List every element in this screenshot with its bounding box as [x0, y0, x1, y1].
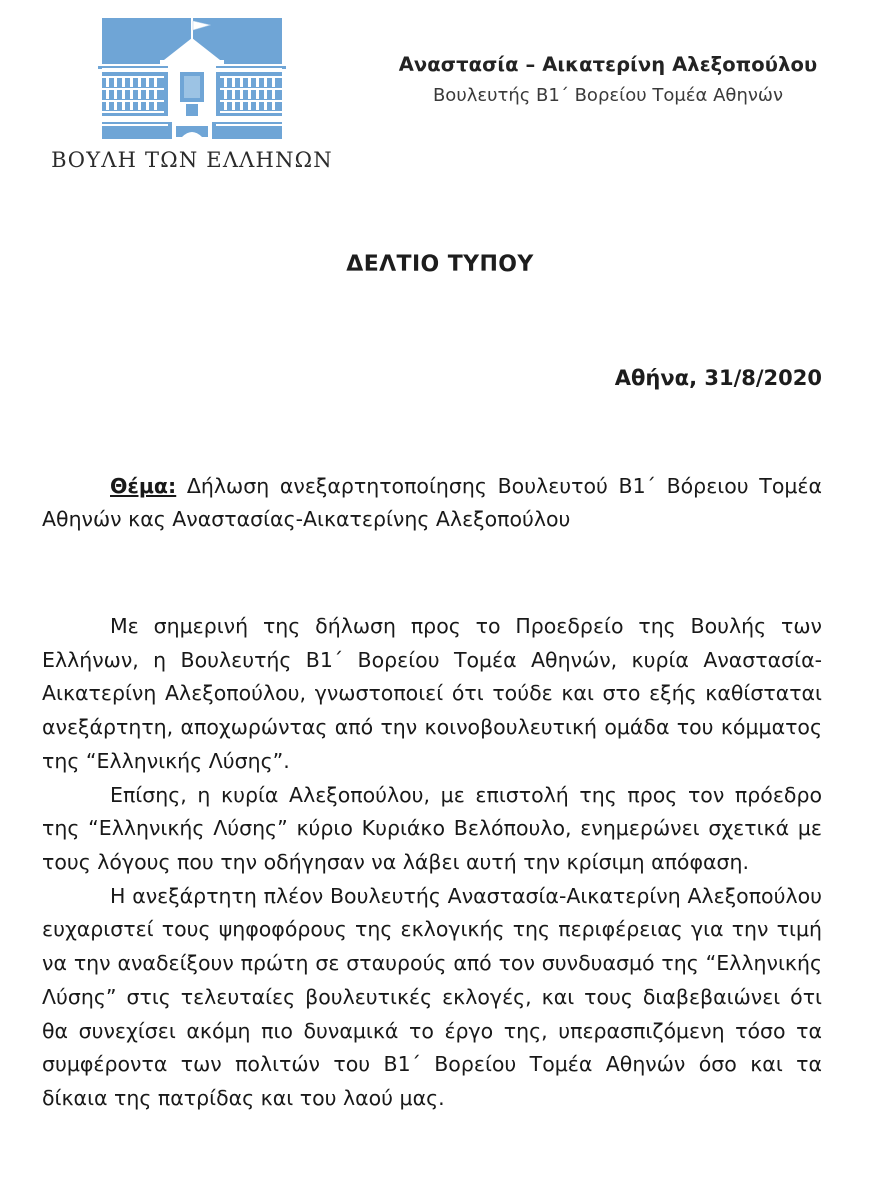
- officeholder-name: Αναστασία – Αικατερίνη Αλεξοπούλου: [398, 53, 818, 76]
- officeholder-block: [368, 52, 848, 108]
- page-title: ΔΕΛΤΙΟ ΤΥΠΟΥ: [346, 252, 534, 277]
- officeholder-role: Βουλευτής Β1΄ Βορείου Τομέα Αθηνών: [432, 85, 784, 107]
- hellenic-parliament-building-emblem-icon: [94, 16, 290, 142]
- subject-text: Δήλωση ανεξαρτητοποίησης Βουλευτού Β1΄ Βόρειου Τομέα Αθηνών κας Αναστασίας-Αικατερίνης Αλεξοπούλου: [42, 474, 822, 532]
- body-text: [42, 610, 822, 1116]
- parliament-logo-block: [42, 16, 342, 172]
- body-paragraph: Επίσης, η κυρία Αλεξοπούλου, με επιστολή της προς τον πρόεδρο της “Ελληνικής Λύσης” κύριο Κυριάκο Βελόπουλο, ενημερώνει σχετικά με τους λόγους που την οδήγησαν να λάβει αυτή την κρίσιμη απόφαση.: [42, 782, 822, 875]
- body-paragraph: Με σημερινή της δήλωση προς το Προεδρείο της Βουλής των Ελλήνων, η Βουλευτής Β1΄ Βορείου Τομέα Αθηνών, κυρία Αναστασία-Αικατερίνη Αλεξοπούλου, γνωστοποιεί ότι τούδε και στο εξής καθίσταται ανεξάρτητη, αποχωρώντας από την κοινοβουλευτική ομάδα του κόμματος της “Ελληνικής Λύσης”.: [42, 614, 822, 773]
- body-paragraph: Η ανεξάρτητη πλέον Βουλευτής Αναστασία-Αικατερίνη Αλεξοπούλου ευχαριστεί τους ψηφοφόρους της εκλογικής της περιφέρειας για την τιμή να την αναδείξουν πρώτη σε σταυρούς από τον συνδυασμό της “Ελληνικής Λύσης” στις τελευταίες βουλευτικές εκλογές, και τους διαβεβαιώνει ότι θα συνεχίσει ακόμη πιο δυναμικά το έργο της, υπερασπιζόμενη τόσο τα συμφέροντα των πολιτών του Β1΄ Βορείου Τομέα Αθηνών όσο και τα δίκαια της πατρίδας και του λαού μας.: [42, 883, 822, 1111]
- parliament-logo-caption: ΒΟΥΛΗ ΤΩΝ ΕΛΛΗΝΩΝ: [51, 148, 333, 172]
- dateline: Αθήνα, 31/8/2020: [614, 366, 822, 390]
- subject-line: [42, 470, 822, 536]
- subject-label: Θέμα:: [110, 474, 177, 498]
- letterhead: [0, 0, 880, 200]
